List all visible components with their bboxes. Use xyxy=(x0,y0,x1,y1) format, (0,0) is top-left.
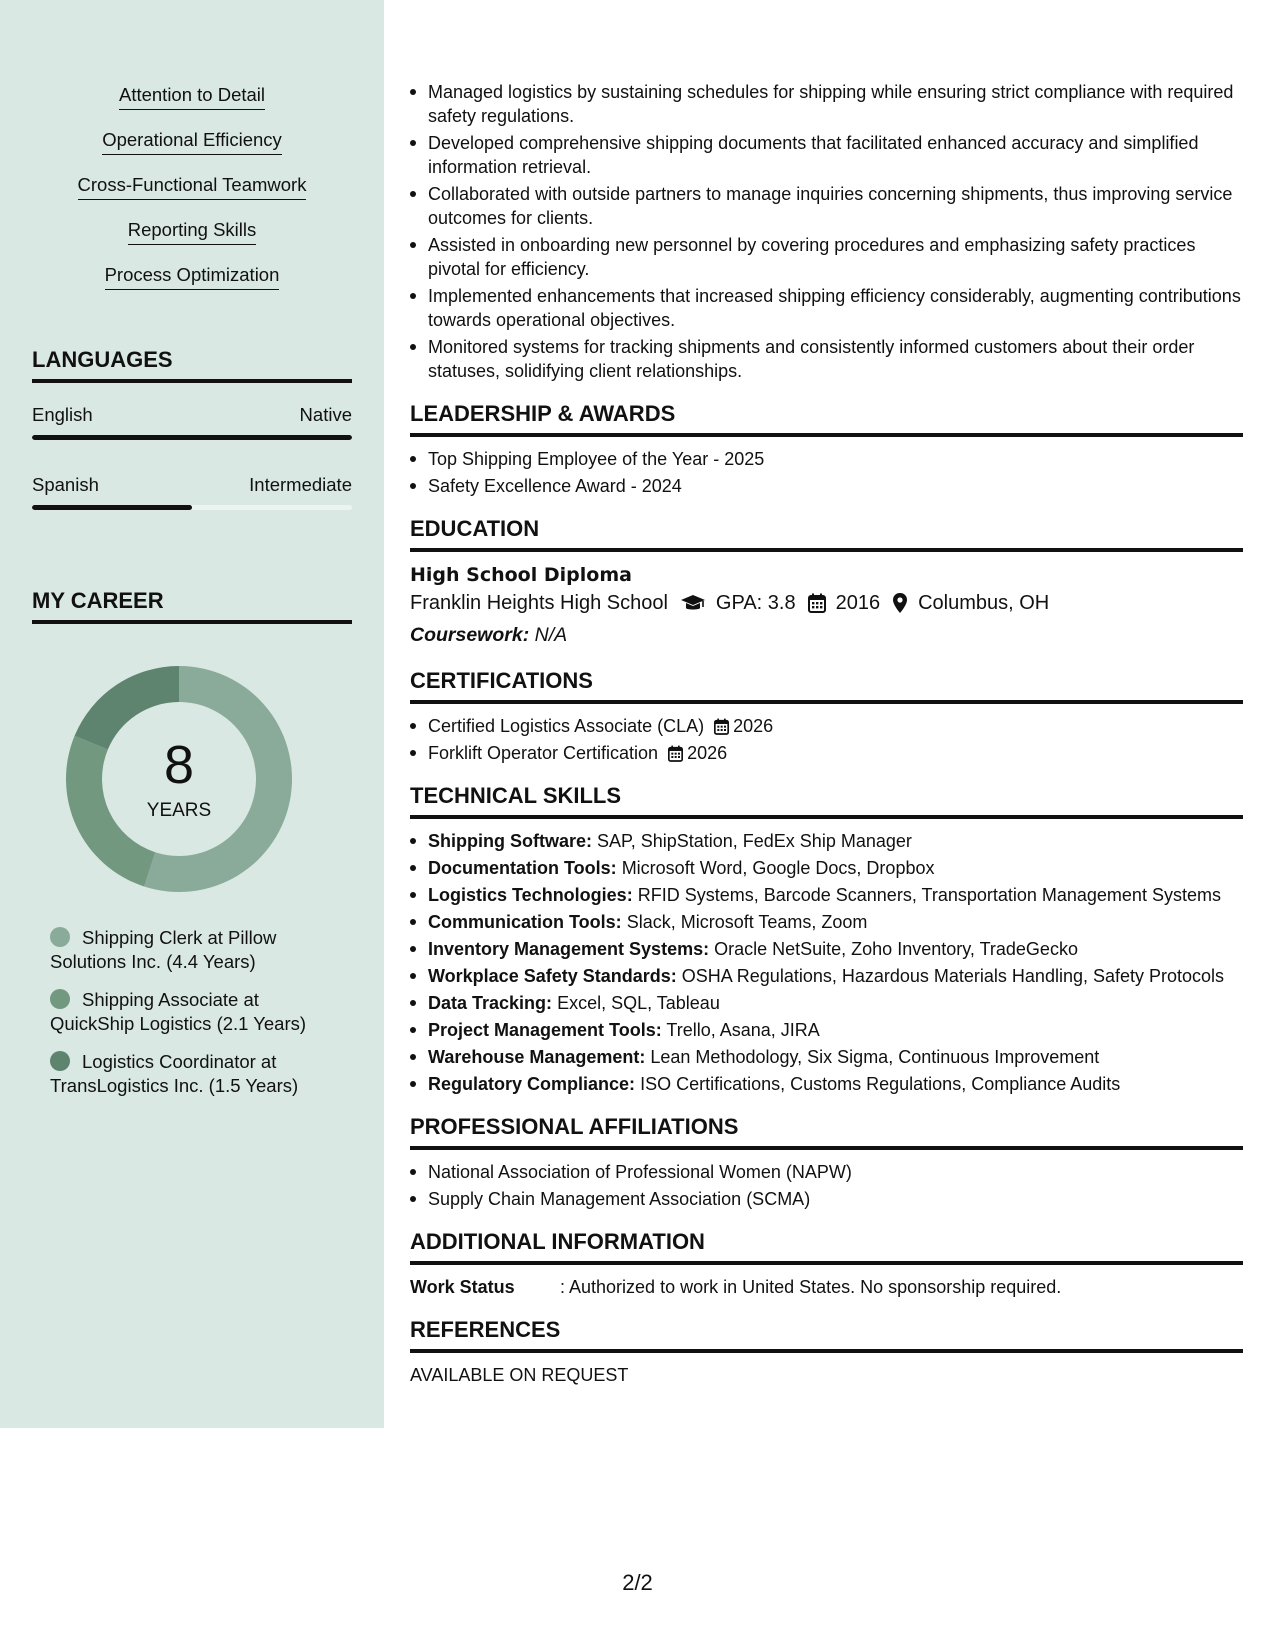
coursework-value: N/A xyxy=(534,624,568,646)
language-bar xyxy=(32,435,352,440)
skill-item: Cross-Functional Teamwork xyxy=(0,174,384,219)
affiliations-heading: PROFESSIONAL AFFILIATIONS xyxy=(410,1114,1243,1150)
skill-item: Attention to Detail xyxy=(0,84,384,129)
education-year: 2016 xyxy=(835,592,881,614)
list-item: Developed comprehensive shipping documents that facilitated enhanced accuracy and simplified information retrieval. xyxy=(410,131,1243,179)
education-degree: High School Diploma xyxy=(410,564,632,586)
legend-dot xyxy=(50,989,70,1009)
career-legend-item: Shipping Clerk at Pillow Solutions Inc. (4.4 Years) xyxy=(50,927,277,972)
references-text: AVAILABLE ON REQUEST xyxy=(410,1365,629,1385)
career-heading: MY CAREER xyxy=(32,588,352,624)
language-bar-fill xyxy=(32,505,192,510)
sidebar xyxy=(0,0,384,1428)
language-name: English xyxy=(32,404,93,425)
affiliations-list xyxy=(410,1160,1243,1211)
language-bar-fill xyxy=(32,435,352,440)
list-item: Inventory Management Systems: Oracle NetSuite, Zoho Inventory, TradeGecko xyxy=(410,937,1243,961)
list-item: Managed logistics by sustaining schedules for shipping while ensuring strict compliance with required safety regulations. xyxy=(410,80,1243,128)
language-bar xyxy=(32,505,352,510)
language-spanish xyxy=(32,474,352,510)
references-heading: REFERENCES xyxy=(410,1317,1243,1353)
language-level: Intermediate xyxy=(249,474,352,495)
education-heading: EDUCATION xyxy=(410,516,1243,552)
list-item: Logistics Technologies: RFID Systems, Barcode Scanners, Transportation Management Systems xyxy=(410,883,1243,907)
work-status xyxy=(410,1275,1243,1299)
education-school: Franklin Heights High School xyxy=(410,592,668,614)
list-item: Project Management Tools: Trello, Asana, JIRA xyxy=(410,1018,1243,1042)
skill-item: Process Optimization xyxy=(0,264,384,309)
certifications-heading: CERTIFICATIONS xyxy=(410,668,1243,704)
technical-skills-heading: TECHNICAL SKILLS xyxy=(410,783,1243,819)
coursework xyxy=(410,620,1243,650)
skill-item: Reporting Skills xyxy=(0,219,384,264)
career-legend xyxy=(50,926,340,1112)
language-name: Spanish xyxy=(32,474,99,495)
leadership-list xyxy=(410,447,1243,498)
location-pin-icon xyxy=(892,592,908,614)
list-item: Monitored systems for tracking shipments and consistently informed customers about their order statuses, solidifying client relationships. xyxy=(410,335,1243,383)
list-item: Warehouse Management: Lean Methodology, Six Sigma, Continuous Improvement xyxy=(410,1045,1243,1069)
list-item: Forklift Operator Certification 2026 xyxy=(410,741,1243,765)
language-english xyxy=(32,404,352,440)
list-item: Certified Logistics Associate (CLA) 2026 xyxy=(410,714,1243,738)
leadership-heading: LEADERSHIP & AWARDS xyxy=(410,401,1243,437)
education-location: Columbus, OH xyxy=(918,592,1050,614)
legend-dot xyxy=(50,1051,70,1071)
list-item: Workplace Safety Standards: OSHA Regulations, Hazardous Materials Handling, Safety Protocols xyxy=(410,964,1243,988)
work-status-value: : Authorized to work in United States. No sponsorship required. xyxy=(560,1277,1062,1297)
list-item: Data Tracking: Excel, SQL, Tableau xyxy=(410,991,1243,1015)
page-number: 2/2 xyxy=(622,1570,653,1595)
skills-list xyxy=(0,84,384,309)
calendar-icon xyxy=(714,718,729,735)
language-level: Native xyxy=(299,404,352,425)
list-item: Supply Chain Management Association (SCMA) xyxy=(410,1187,1243,1211)
technical-skills-list xyxy=(410,829,1243,1096)
list-item: Collaborated with outside partners to manage inquiries concerning shipments, thus improving service outcomes for clients. xyxy=(410,182,1243,230)
calendar-icon xyxy=(808,593,826,613)
list-item: Assisted in onboarding new personnel by covering procedures and emphasizing safety practices pivotal for efficiency. xyxy=(410,233,1243,281)
legend-dot xyxy=(50,927,70,947)
list-item: Shipping Software: SAP, ShipStation, FedEx Ship Manager xyxy=(410,829,1243,853)
list-item: National Association of Professional Women (NAPW) xyxy=(410,1160,1243,1184)
career-donut-chart xyxy=(66,666,292,892)
list-item: Regulatory Compliance: ISO Certifications, Customs Regulations, Compliance Audits xyxy=(410,1072,1243,1096)
list-item: Implemented enhancements that increased shipping efficiency considerably, augmenting contributions towards operational objectives. xyxy=(410,284,1243,332)
languages-heading: LANGUAGES xyxy=(32,347,352,383)
education-details xyxy=(410,588,1243,618)
experience-bullets xyxy=(410,80,1243,383)
main-column xyxy=(410,0,1243,1387)
list-item: Safety Excellence Award - 2024 xyxy=(410,474,1243,498)
calendar-icon xyxy=(668,745,683,762)
skill-item: Operational Efficiency xyxy=(0,129,384,174)
career-unit: YEARS xyxy=(146,800,212,821)
certifications-list xyxy=(410,714,1243,765)
career-legend-item: Shipping Associate at QuickShip Logistics (2.1 Years) xyxy=(50,989,307,1034)
coursework-label: Coursework: xyxy=(410,624,530,646)
education-gpa: GPA: 3.8 xyxy=(715,592,796,614)
additional-info-heading: ADDITIONAL INFORMATION xyxy=(410,1229,1243,1265)
work-status-label: Work Status xyxy=(410,1277,515,1297)
list-item: Communication Tools: Slack, Microsoft Teams, Zoom xyxy=(410,910,1243,934)
graduation-cap-icon xyxy=(680,593,706,613)
list-item: Documentation Tools: Microsoft Word, Google Docs, Dropbox xyxy=(410,856,1243,880)
career-legend-item: Logistics Coordinator at TransLogistics Inc. (1.5 Years) xyxy=(50,1051,299,1096)
list-item: Top Shipping Employee of the Year - 2025 xyxy=(410,447,1243,471)
career-total: 8 xyxy=(163,735,195,795)
